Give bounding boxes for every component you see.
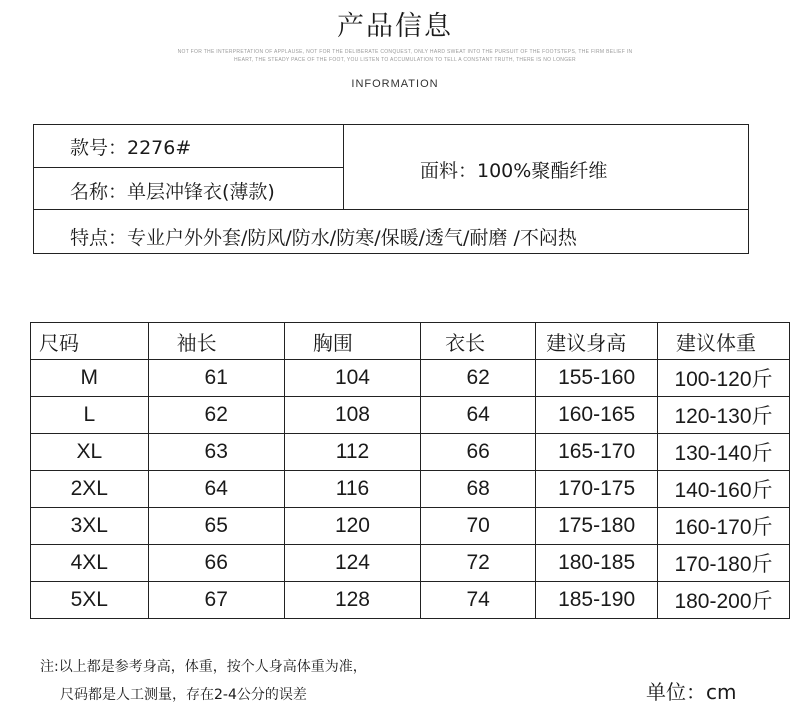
- cell-size: 3XL: [31, 508, 149, 545]
- cell-length: 66: [421, 434, 536, 471]
- header-weight: 建议体重: [657, 323, 789, 360]
- table-row: [31, 360, 790, 397]
- cell-weight: 170-180斤: [657, 545, 789, 582]
- cell-height: 175-180: [536, 508, 658, 545]
- cell-chest: 116: [284, 471, 420, 508]
- style-number: 款号：2276#: [70, 137, 192, 159]
- product-info-box: [33, 124, 749, 254]
- table-row: [31, 582, 790, 619]
- table-row: [31, 471, 790, 508]
- cell-length: 64: [421, 397, 536, 434]
- tagline-line-2: HEART, THE STEADY PACE OF THE FOOT, YOU LISTEN TO ACCUMULATION TO TELL A CONSTANT TRUTH, THERE IS NO LONGER: [234, 57, 576, 63]
- cell-size: L: [31, 397, 149, 434]
- fabric: 面料：100%聚酯纤维: [420, 160, 608, 182]
- cell-size: XL: [31, 434, 149, 471]
- cell-height: 160-165: [536, 397, 658, 434]
- info-divider-left: [34, 167, 343, 168]
- cell-sleeve: 64: [148, 471, 284, 508]
- cell-weight: 140-160斤: [657, 471, 789, 508]
- cell-sleeve: 67: [148, 582, 284, 619]
- cell-size: 5XL: [31, 582, 149, 619]
- cell-height: 170-175: [536, 471, 658, 508]
- info-divider-vertical: [343, 125, 344, 209]
- table-row: [31, 397, 790, 434]
- cell-chest: 124: [284, 545, 420, 582]
- cell-length: 62: [421, 360, 536, 397]
- info-divider-main: [34, 209, 748, 210]
- cell-length: 68: [421, 471, 536, 508]
- cell-height: 155-160: [536, 360, 658, 397]
- header-sleeve: 袖长: [148, 323, 284, 360]
- cell-height: 165-170: [536, 434, 658, 471]
- cell-sleeve: 61: [148, 360, 284, 397]
- cell-weight: 100-120斤: [657, 360, 789, 397]
- table-row: [31, 545, 790, 582]
- cell-sleeve: 66: [148, 545, 284, 582]
- cell-size: 4XL: [31, 545, 149, 582]
- tagline: [140, 48, 670, 64]
- header-chest: 胸围: [284, 323, 420, 360]
- features: 特点：专业户外外套/防风/防水/防寒/保暖/透气/耐磨 /不闷热: [70, 227, 577, 249]
- cell-sleeve: 62: [148, 397, 284, 434]
- page-title: 产品信息: [337, 11, 453, 42]
- product-name: 名称：单层冲锋衣(薄款): [70, 181, 275, 203]
- cell-length: 74: [421, 582, 536, 619]
- cell-size: 2XL: [31, 471, 149, 508]
- header-length: 衣长: [421, 323, 536, 360]
- cell-length: 70: [421, 508, 536, 545]
- note-line-2: 尺码都是人工测量，存在2-4公分的误差: [60, 687, 307, 703]
- section-subtitle: INFORMATION: [351, 78, 439, 90]
- cell-length: 72: [421, 545, 536, 582]
- note-line-1: 注:以上都是参考身高，体重，按个人身高体重为准，: [40, 659, 367, 675]
- cell-height: 180-185: [536, 545, 658, 582]
- cell-chest: 104: [284, 360, 420, 397]
- cell-chest: 120: [284, 508, 420, 545]
- size-table-header-row: [31, 323, 790, 360]
- cell-weight: 180-200斤: [657, 582, 789, 619]
- tagline-line-1: NOT FOR THE INTERPRETATION OF APPLAUSE, NOT FOR THE DELIBERATE CONQUEST, ONLY HARD SWEAT INTO THE PURSUIT OF THE FOOTSTEPS, THE FIRM BELIEF IN: [177, 49, 633, 55]
- cell-chest: 128: [284, 582, 420, 619]
- cell-size: M: [31, 360, 149, 397]
- cell-weight: 130-140斤: [657, 434, 789, 471]
- header-height: 建议身高: [536, 323, 658, 360]
- cell-chest: 112: [284, 434, 420, 471]
- table-row: [31, 508, 790, 545]
- cell-height: 185-190: [536, 582, 658, 619]
- cell-sleeve: 65: [148, 508, 284, 545]
- cell-chest: 108: [284, 397, 420, 434]
- unit-label: 单位：cm: [646, 680, 737, 704]
- table-row: [31, 434, 790, 471]
- cell-sleeve: 63: [148, 434, 284, 471]
- size-table: [30, 322, 790, 619]
- cell-weight: 160-170斤: [657, 508, 789, 545]
- cell-weight: 120-130斤: [657, 397, 789, 434]
- header-size: 尺码: [31, 323, 149, 360]
